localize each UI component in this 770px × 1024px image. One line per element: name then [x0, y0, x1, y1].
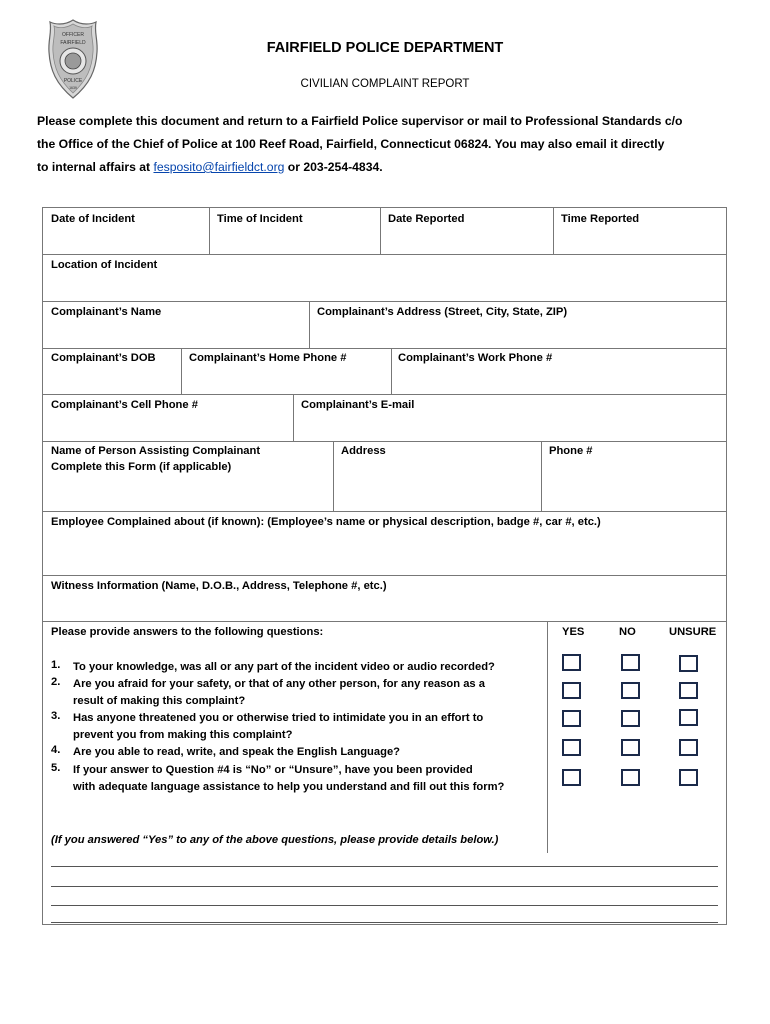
details-answer-line[interactable] [51, 905, 718, 906]
column-divider [541, 441, 542, 511]
assistant-label-line: Name of Person Assisting Complainant [51, 445, 261, 457]
q1-unsure-checkbox[interactable] [679, 655, 698, 672]
unsure-column-header: UNSURE [669, 626, 717, 638]
question-number: 5. [51, 762, 61, 774]
department-title: FAIRFIELD POLICE DEPARTMENT [266, 40, 504, 56]
instructions-text: to internal affairs at [37, 160, 154, 174]
row-divider [43, 575, 726, 576]
column-divider [181, 348, 182, 394]
details-answer-line[interactable] [51, 922, 718, 923]
badge-middle-text: FAIRFIELD [60, 40, 86, 46]
q5-yes-checkbox[interactable] [562, 769, 581, 786]
details-answer-line[interactable] [51, 866, 718, 867]
q5-no-checkbox[interactable] [621, 769, 640, 786]
instructions-line [37, 156, 742, 179]
q3-no-checkbox[interactable] [621, 710, 640, 727]
question-line: with adequate language assistance to help you understand and fill out this form? [73, 780, 505, 793]
q4-yes-checkbox[interactable] [562, 739, 581, 756]
witness-information-field[interactable]: Witness Information (Name, D.O.B., Address, Telephone #, etc.) [51, 580, 387, 592]
email-link[interactable]: fesposito@fairfieldct.org [153, 160, 285, 174]
question-line: result of making this complaint? [73, 694, 246, 707]
column-divider [553, 208, 554, 254]
complainant-address-field[interactable]: Complainant’s Address (Street, City, State, ZIP) [317, 306, 568, 318]
row-divider [43, 621, 726, 622]
location-of-incident-field[interactable]: Location of Incident [51, 259, 158, 271]
q4-no-checkbox[interactable] [621, 739, 640, 756]
email-field[interactable]: Complainant’s E-mail [301, 399, 415, 411]
question-line: To your knowledge, was all or any part of the incident video or audio recorded? [73, 661, 495, 673]
q2-unsure-checkbox[interactable] [679, 682, 698, 699]
row-divider [43, 441, 726, 442]
details-answer-line[interactable] [51, 886, 718, 887]
question-number: 1. [51, 659, 61, 671]
question-text [73, 710, 548, 743]
badge-bottom-text: POLICE [63, 78, 83, 84]
badge-top-text: OFFICER [62, 32, 84, 38]
yes-column-header: YES [562, 626, 585, 638]
row-divider [43, 254, 726, 255]
column-divider [293, 394, 294, 441]
question-text [73, 659, 548, 676]
no-column-header: NO [619, 626, 636, 638]
work-phone-field[interactable]: Complainant’s Work Phone # [398, 352, 553, 364]
question-text [73, 676, 548, 709]
q2-no-checkbox[interactable] [621, 682, 640, 699]
cell-phone-field[interactable]: Complainant’s Cell Phone # [51, 399, 198, 411]
instructions-line: the Office of the Chief of Police at 100 Reef Road, Fairfield, Connecticut 06824. You may also email it directly [37, 137, 665, 151]
column-divider [391, 348, 392, 394]
complainant-dob-field[interactable]: Complainant’s DOB [51, 352, 156, 364]
employee-complained-field[interactable]: Employee Complained about (if known): (Employee’s name or physical description, badge #, car #, etc.) [51, 516, 601, 528]
row-divider [43, 348, 726, 349]
time-of-incident-field[interactable]: Time of Incident [217, 213, 303, 225]
question-text [73, 762, 548, 795]
form-title: CIVILIAN COMPLAINT REPORT [300, 78, 470, 90]
column-divider [309, 301, 310, 348]
instructions-paragraph [37, 110, 742, 179]
q4-unsure-checkbox[interactable] [679, 739, 698, 756]
assistant-label-line: Complete this Form (if applicable) [51, 461, 232, 473]
q1-yes-checkbox[interactable] [562, 654, 581, 671]
question-line: Has anyone threatened you or otherwise tried to intimidate you in an effort to [73, 712, 484, 724]
instructions-line: Please complete this document and return to a Fairfield Police supervisor or mail to Professional Standards c/o [37, 114, 683, 128]
column-divider [209, 208, 210, 254]
instructions-text: or 203-254-4834. [284, 160, 383, 174]
complaint-form [42, 207, 727, 925]
column-divider [380, 208, 381, 254]
question-number: 3. [51, 710, 61, 722]
question-number: 2. [51, 676, 61, 688]
row-divider [43, 511, 726, 512]
assistant-address-field[interactable]: Address [341, 445, 386, 457]
q3-yes-checkbox[interactable] [562, 710, 581, 727]
questions-prompt: Please provide answers to the following questions: [51, 626, 324, 638]
question-line: If your answer to Question #4 is “No” or “Unsure”, have you been provided [73, 764, 473, 776]
q3-unsure-checkbox[interactable] [679, 709, 698, 726]
question-number: 4. [51, 744, 61, 756]
assistant-phone-field[interactable]: Phone # [549, 445, 593, 457]
date-reported-field[interactable]: Date Reported [388, 213, 465, 225]
badge-year: 1639 [69, 86, 77, 90]
question-line: Are you afraid for your safety, or that of any other person, for any reason as a [73, 678, 485, 690]
q1-no-checkbox[interactable] [621, 654, 640, 671]
question-text [73, 744, 548, 761]
assistant-name-field[interactable] [51, 443, 260, 475]
details-note: (If you answered “Yes” to any of the above questions, please provide details below.) [51, 834, 499, 846]
q2-yes-checkbox[interactable] [562, 682, 581, 699]
row-divider [43, 301, 726, 302]
complainant-name-field[interactable]: Complainant’s Name [51, 306, 162, 318]
question-line: Are you able to read, write, and speak the English Language? [73, 746, 400, 758]
time-reported-field[interactable]: Time Reported [561, 213, 640, 225]
date-of-incident-field[interactable]: Date of Incident [51, 213, 135, 225]
row-divider [43, 394, 726, 395]
home-phone-field[interactable]: Complainant’s Home Phone # [189, 352, 347, 364]
question-line: prevent you from making this complaint? [73, 728, 293, 741]
q5-unsure-checkbox[interactable] [679, 769, 698, 786]
column-divider [333, 441, 334, 511]
